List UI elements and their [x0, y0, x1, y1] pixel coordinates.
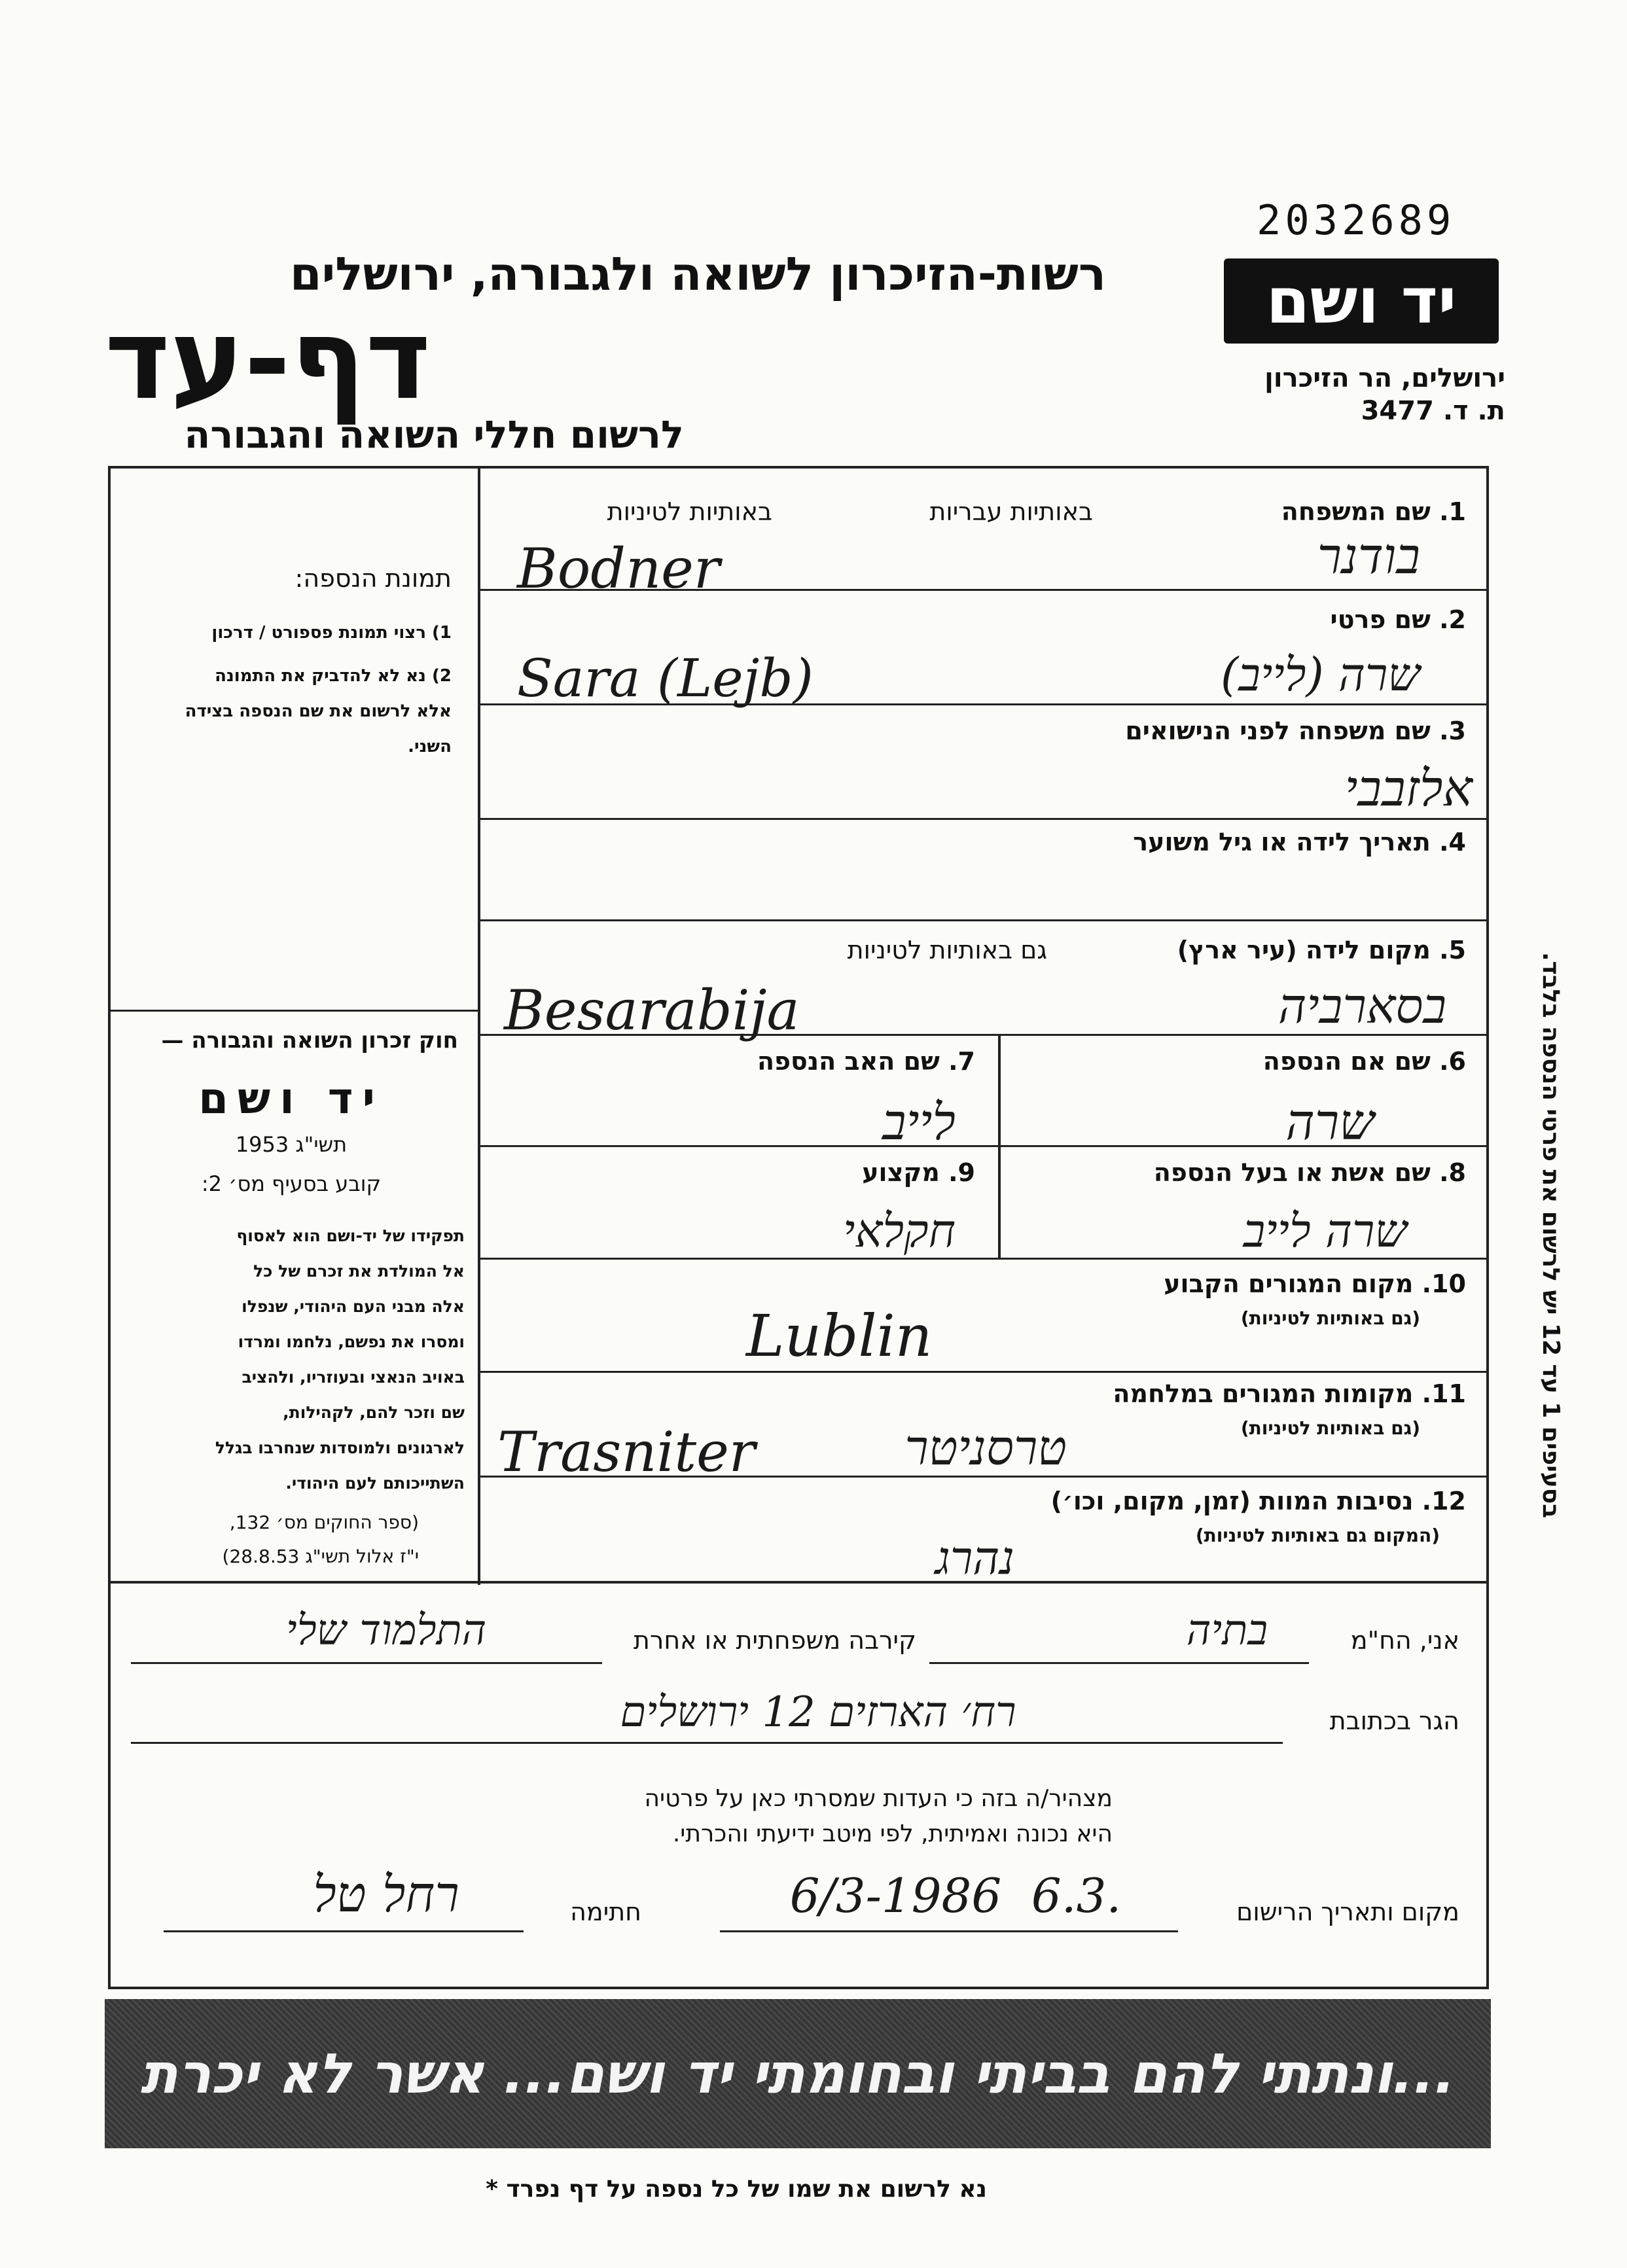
field-8-value[interactable]: שרה לייב [1243, 1204, 1407, 1258]
field-1-num: 1. [1439, 497, 1466, 526]
law-ref-2: י"ז אלול תשי"ג 28.8.53) [222, 1546, 419, 1567]
field-4-label [1014, 828, 1466, 857]
yad-vashem-logo [1224, 258, 1499, 344]
field-8-text: שם אשת או בעל הנספה [1153, 1158, 1431, 1187]
photo-instructions [124, 615, 452, 764]
law-year: תשי"ג 1953 [235, 1132, 348, 1157]
field-1-lat-value[interactable]: Bodner [517, 537, 721, 601]
field-11-note: (גם באותיות לטיניות) [1240, 1417, 1420, 1439]
row-separator [478, 919, 1489, 921]
law-section: קובע בסעיף מס׳ 2: [201, 1171, 382, 1196]
field-9-value[interactable]: חקלאי [843, 1204, 956, 1258]
statement-line-1: מצהיר/ה בזה כי העדות שמסרתי כאן על פרטיה [644, 1785, 1113, 1812]
relation-value[interactable]: התלמוד שלי [285, 1606, 487, 1655]
field-1-heb-value[interactable]: בודנר [1317, 527, 1420, 585]
page-title: דף-עד [105, 295, 431, 425]
declarant-value[interactable]: בתיה [1186, 1606, 1268, 1655]
logo-text: יד ושם [1266, 264, 1457, 338]
signature-line [164, 1930, 524, 1932]
relation-line [131, 1662, 602, 1664]
quote-banner [105, 1999, 1491, 2148]
photo-item-2-l1: 2) נא לא להדביק את התמונה [215, 666, 452, 686]
declarant-label: אני, הח"מ [1350, 1626, 1459, 1655]
field-12-label [982, 1487, 1466, 1515]
address-line-1: ירושלים, הר הזיכרון [1264, 363, 1505, 393]
field-12-text: נסיבות המוות (זמן, מקום, וכו׳) [1050, 1487, 1414, 1515]
field-5-label [1060, 936, 1466, 965]
field-11-num: 11. [1421, 1379, 1466, 1408]
photo-item-2-l2: אלא לרשום את שם הנספה בצידה [185, 701, 452, 721]
field-2-label [1178, 605, 1466, 634]
field-4-text: תאריך לידה או גיל משוער [1133, 828, 1431, 857]
field-1-label [1178, 497, 1466, 526]
field-2-text: שם פרטי [1330, 605, 1431, 634]
statement-line-2: היא נכונה ואמיתית, לפי מיטב ידיעתי והכרתי. [672, 1820, 1113, 1847]
field-5-num: 5. [1439, 936, 1466, 965]
relation-label: קירבה משפחתית או אחרת [633, 1626, 916, 1655]
place-date-value[interactable]: 6/3-1986 6.3. [789, 1868, 1122, 1923]
field-2-heb-value[interactable]: שרה (לייב) [1220, 648, 1420, 701]
banner-text: ...ונתתי להם בביתי ובחומתי יד ושם... אשר לא יכרת [140, 2042, 1456, 2106]
field-9-num: 9. [948, 1158, 975, 1187]
field-6-value[interactable]: שרה [1285, 1093, 1374, 1151]
photo-item-1: 1) רצוי תמונת פספורט / דרכון [211, 623, 452, 643]
field-5-text: מקום לידה (עיר ארץ) [1177, 936, 1431, 965]
place-date-line [720, 1930, 1178, 1932]
field-4-value[interactable] [654, 864, 1440, 910]
field-1-text: שם המשפחה [1281, 497, 1431, 526]
field-5-lat-col: גם באותיות לטיניות [847, 936, 1047, 965]
field-11-lat-value[interactable]: Trasniter [497, 1420, 755, 1484]
field-11-heb-value[interactable]: טרסניטר [904, 1420, 1067, 1476]
field-2-num: 2. [1439, 605, 1466, 634]
photo-law-divider [108, 1010, 478, 1012]
law-line: באויב הנאצי ובעוזריו, ולהציב [241, 1368, 465, 1387]
field-10-text: מקום המגורים הקבוע [1164, 1269, 1414, 1298]
field-4-num: 4. [1439, 828, 1466, 857]
left-column-divider [478, 466, 480, 1585]
law-line: אלה מבני העם היהודי, שנפלו [241, 1297, 465, 1316]
field-12-value[interactable]: נהרג [935, 1531, 1014, 1585]
field-11-text: מקומות המגורים במלחמה [1113, 1379, 1414, 1408]
law-line: ומסרו את נפשם, נלחמו ומרדו [238, 1332, 465, 1351]
field-3-label [1014, 717, 1466, 745]
address-value[interactable]: רח׳ הארזים 12 ירושלים [620, 1688, 1016, 1737]
place-date-label: מקום ותאריך הרישום [1236, 1898, 1459, 1926]
law-ref-1: (ספר החוקים מס׳ 132, [229, 1512, 419, 1533]
field-9-text: מקצוע [862, 1158, 940, 1187]
field-1-lat-col: באותיות לטיניות [607, 497, 772, 526]
field-5-heb-value[interactable]: בסארביה [1278, 978, 1446, 1035]
field-5-lat-value[interactable]: Besarabija [504, 978, 800, 1042]
law-title: חוק זכרון השואה והגבורה — [161, 1027, 458, 1054]
field-8-num: 8. [1439, 1158, 1466, 1187]
law-logo: יד ושם [198, 1073, 384, 1124]
photo-title: תמונת הנספה: [295, 564, 452, 593]
row-separator [478, 1371, 1489, 1373]
signature-label: חתימה [570, 1898, 641, 1926]
field-9-label [497, 1158, 975, 1187]
field-7-num: 7. [948, 1047, 975, 1076]
law-text [121, 1218, 465, 1501]
field-6-label [1021, 1047, 1466, 1076]
side-note: בסעיפים 1 עד 12 יש לרשום את פרטי הנספה בלבד. [1537, 951, 1564, 1518]
declarant-line [929, 1662, 1309, 1664]
field-2-lat-value[interactable]: Sara (Lejb) [517, 648, 814, 709]
signature-value[interactable]: רחל טל [313, 1865, 459, 1923]
field-12-num: 12. [1421, 1487, 1466, 1515]
row-separator [478, 818, 1489, 820]
field-7-value[interactable]: לייב [882, 1093, 956, 1151]
field-3-value[interactable]: אלזבבי [1344, 759, 1473, 817]
field-3-num: 3. [1439, 717, 1466, 745]
field-10-note: (גם באותיות לטיניות) [1240, 1307, 1420, 1329]
field-7-text: שם האב הנספה [757, 1047, 940, 1076]
law-line: השתייכותם לעם היהודי. [285, 1474, 465, 1493]
photo-item-2-l3: השני. [408, 737, 452, 756]
address-line [131, 1742, 1283, 1744]
law-line: תפקידו של יד-ושם הוא לאסוף [236, 1226, 465, 1245]
mid-column-divider [998, 1034, 1001, 1258]
field-6-text: שם אם הנספה [1262, 1047, 1431, 1076]
address-line-2: ת. ד. 3477 [1361, 396, 1505, 426]
field-10-num: 10. [1421, 1269, 1466, 1298]
law-line: אל המולדת את זכרם של כל [253, 1262, 465, 1281]
footer-note: נא לרשום את שמו של כל נספה על דף נפרד * [486, 2176, 987, 2203]
law-line: שם וזכר להם, לקהילות, [283, 1403, 465, 1422]
field-6-num: 6. [1439, 1047, 1466, 1076]
address-label: הגר בכתובת [1329, 1707, 1459, 1735]
field-1-heb-col: באותיות עבריות [929, 497, 1093, 526]
form-number: 2032689 [1257, 196, 1456, 244]
field-10-label [1014, 1269, 1466, 1298]
field-12-note: (המקום גם באותיות לטיניות) [1195, 1525, 1440, 1546]
field-3-text: שם משפחה לפני הנישואים [1125, 717, 1431, 745]
field-8-label [1021, 1158, 1466, 1187]
page-subtitle: לרשום חללי השואה והגבורה [184, 412, 684, 457]
field-11-label [1014, 1379, 1466, 1408]
field-7-label [497, 1047, 975, 1076]
law-line: לארגונים ולמוסדות שנחרבו בגלל [215, 1438, 465, 1457]
authority-name: רשות-הזיכרון לשואה ולגבורה, ירושלים [289, 247, 1106, 301]
field-10-value[interactable]: Lublin [746, 1302, 933, 1370]
